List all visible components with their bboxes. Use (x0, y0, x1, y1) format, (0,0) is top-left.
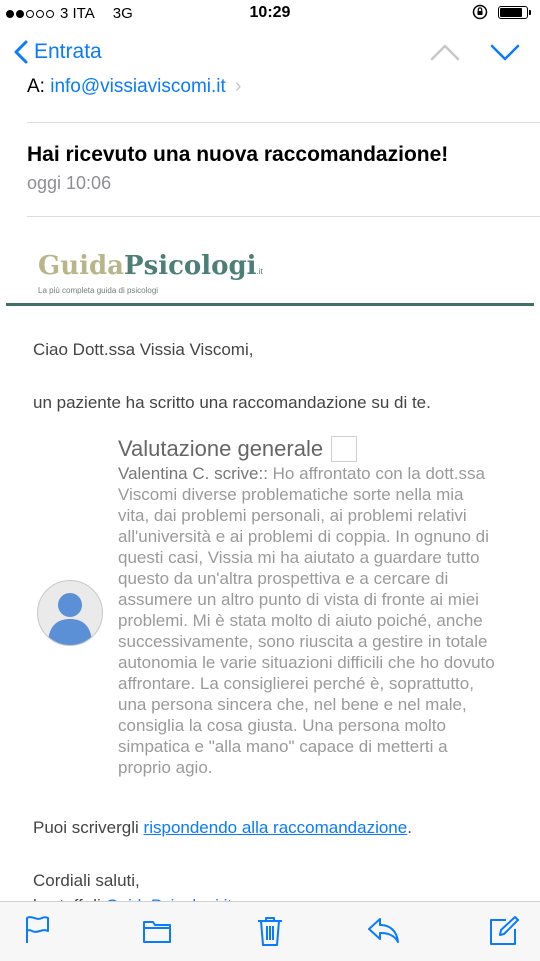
reply-prefix: Puoi scrivergli (33, 818, 144, 837)
review-text: Ho affrontato con la dott.ssa Viscomi diverse problematiche sorte nella mia vita, dai problemi personali, ai problemi relativi all'università e ai problemi di coppia. In ognuno di questi casi, Vissia mi ha aiutato a guardare tutto questo da un'altra prospettiva e a cercare di assumere un altro punto di vista di fronte ai miei problemi. Mi è stata molto di aiuto poiché, anche successivamente, sono riuscita a gestire in totale autonomia le varie situazioni difficili che ho dovuto affrontare. La consiglierei perché è, soprattutto, una persona sincera che, nel bene e nel male, consiglia la cosa giusta. Una persona molto simpatica e "alla mano" capace di metterti a proprio agio. (118, 464, 495, 777)
status-time: 10:29 (249, 4, 291, 21)
brand-suffix: .it (256, 267, 263, 276)
recipient-address[interactable]: info@vissiaviscomi.it (50, 76, 226, 97)
bottom-toolbar (0, 901, 540, 961)
recipient-row[interactable] (27, 76, 241, 98)
reply-icon[interactable] (366, 915, 400, 945)
trash-icon[interactable] (256, 915, 284, 947)
previous-message-icon[interactable] (430, 42, 460, 62)
message-navigation (430, 42, 520, 62)
reply-line (33, 818, 412, 838)
compose-icon[interactable] (488, 915, 520, 947)
review-author: Valentina C. scrive:: (118, 464, 268, 483)
divider (27, 216, 540, 217)
review-body (118, 463, 498, 778)
brand-name-part1: Guida (38, 251, 125, 281)
carrier-label: 3 ITA (60, 5, 95, 22)
back-label: Entrata (34, 40, 102, 63)
nav-bar (0, 28, 540, 82)
reply-link[interactable]: rispondendo alla raccomandazione (143, 818, 408, 837)
battery-icon (498, 6, 528, 19)
folder-icon[interactable] (142, 915, 172, 945)
email-subject: Hai ricevuto una nuova raccomandazione! (27, 143, 449, 166)
brand-logo[interactable] (38, 253, 263, 295)
brand-tagline: La più completa guida di psicologi (38, 286, 159, 295)
chevron-right-icon: › (235, 76, 242, 97)
greeting: Ciao Dott.ssa Vissia Viscomi, (33, 340, 254, 359)
rotation-lock-icon (472, 4, 488, 20)
intro-text: un paziente ha scritto una raccomandazione su di te. (33, 393, 431, 412)
user-silhouette-icon (38, 581, 102, 645)
divider (27, 122, 540, 123)
recipient-prefix: A: (27, 76, 45, 97)
brand-name-part2: Psicologi (124, 251, 257, 281)
next-message-icon[interactable] (490, 42, 520, 62)
review-title (118, 436, 357, 462)
email-date: oggi 10:06 (27, 173, 112, 193)
reply-suffix: . (407, 818, 412, 837)
closing: Cordiali saluti, (33, 871, 140, 890)
avatar (37, 580, 103, 646)
back-button[interactable] (14, 40, 102, 64)
status-right (472, 4, 528, 20)
rating-image-placeholder (331, 436, 357, 462)
review-title-text: Valutazione generale (118, 436, 324, 461)
network-label: 3G (112, 5, 133, 22)
chevron-left-icon (14, 40, 28, 64)
flag-icon[interactable] (24, 915, 50, 945)
brand-divider (6, 303, 534, 306)
status-bar (0, 0, 540, 28)
